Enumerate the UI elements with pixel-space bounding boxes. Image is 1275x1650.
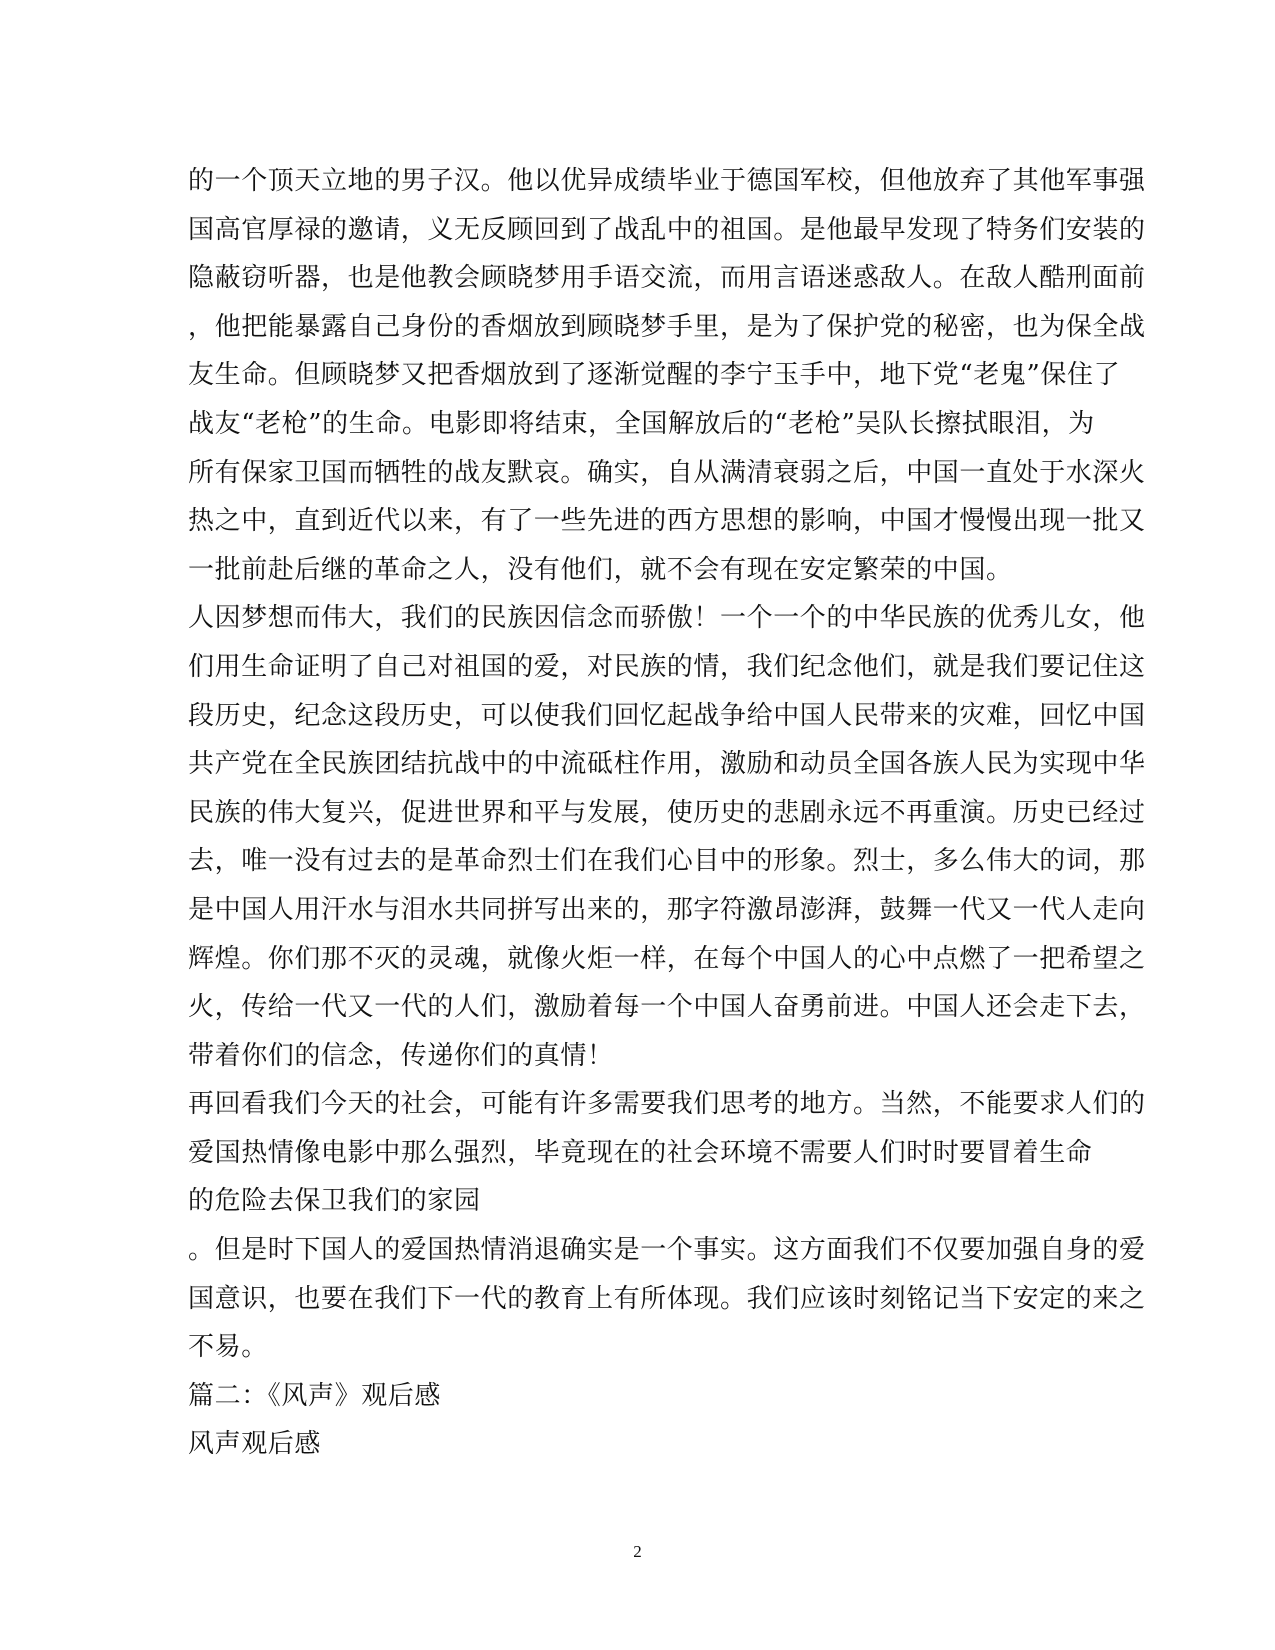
text-line: 隐蔽窃听器，也是他教会顾晓梦用手语交流，而用言语迷惑敌人。在敌人酷刑面前 [188, 263, 1146, 294]
text-line: 的一个顶天立地的男子汉。他以优异成绩毕业于德国军校，但他放弃了其他军事强 [188, 166, 1146, 196]
text-line: ，他把能暴露自己身份的香烟放到顾晓梦手里，是为了保护党的秘密，也为保全战 [188, 311, 1146, 342]
body-text [188, 157, 1146, 1469]
text-line: 国意识，也要在我们下一代的教育上有所体现。我们应该时刻铭记当下安定的来之 [188, 1283, 1146, 1314]
section-subheading: 风声观后感 [188, 1429, 322, 1460]
text-line: 共产党在全民族团结抗战中的中流砥柱作用，激励和动员全国各族人民为实现中华 [188, 749, 1146, 780]
text-line: 热之中，直到近代以来，有了一些先进的西方思想的影响，中国才慢慢出现一批又 [188, 506, 1146, 537]
page-number: 2 [633, 1542, 642, 1561]
text-line: 所有保家卫国而牺牲的战友默哀。确实，自从满清衰弱之后，中国一直处于水深火 [188, 457, 1146, 488]
text-line: 段历史，纪念这段历史，可以使我们回忆起战争给中国人民带来的灾难，回忆中国 [188, 700, 1146, 731]
section-heading: 篇二：《风声》观后感 [188, 1380, 442, 1411]
text-line: 。但是时下国人的爱国热情消退确实是一个事实。这方面我们不仅要加强自身的爱 [188, 1235, 1146, 1266]
text-line: 不易。 [188, 1332, 268, 1363]
text-line: 们用生命证明了自己对祖国的爱，对民族的情，我们纪念他们，就是我们要记住这 [188, 651, 1146, 682]
text-line: 人因梦想而伟大，我们的民族因信念而骄傲！一个一个的中华民族的优秀儿女，他 [188, 603, 1146, 634]
text-line: 带着你们的信念，传递你们的真情！ [188, 1040, 614, 1071]
text-line: 战友“老枪”的生命。电影即将结束，全国解放后的“老枪”吴队长擦拭眼泪，为 [188, 408, 1095, 439]
text-line: 辉煌。你们那不灭的灵魂，就像火炬一样，在每个中国人的心中点燃了一把希望之 [188, 943, 1146, 974]
text-line: 的危险去保卫我们的家园 [188, 1186, 481, 1217]
text-line: 火，传给一代又一代的人们，激励着每一个中国人奋勇前进。中国人还会走下去， [188, 992, 1146, 1023]
text-line: 友生命。但顾晓梦又把香烟放到了逐渐觉醒的李宁玉手中，地下党“老鬼”保住了 [188, 360, 1121, 391]
text-line: 去，唯一没有过去的是革命烈士们在我们心目中的形象。烈士，多么伟大的词，那 [188, 846, 1146, 877]
text-line: 再回看我们今天的社会，可能有许多需要我们思考的地方。当然，不能要求人们的 [188, 1089, 1146, 1120]
text-line: 爱国热情像电影中那么强烈，毕竟现在的社会环境不需要人们时时要冒着生命 [188, 1137, 1093, 1168]
text-line: 一批前赴后继的革命之人，没有他们，就不会有现在安定繁荣的中国。 [188, 554, 1013, 585]
text-line: 国高官厚禄的邀请，义无反顾回到了战乱中的祖国。是他最早发现了特务们安装的 [188, 214, 1146, 245]
text-line: 是中国人用汗水与泪水共同拼写出来的，那字符激昂澎湃，鼓舞一代又一代人走向 [188, 894, 1146, 925]
text-line: 民族的伟大复兴，促进世界和平与发展，使历史的悲剧永远不再重演。历史已经过 [188, 797, 1146, 828]
